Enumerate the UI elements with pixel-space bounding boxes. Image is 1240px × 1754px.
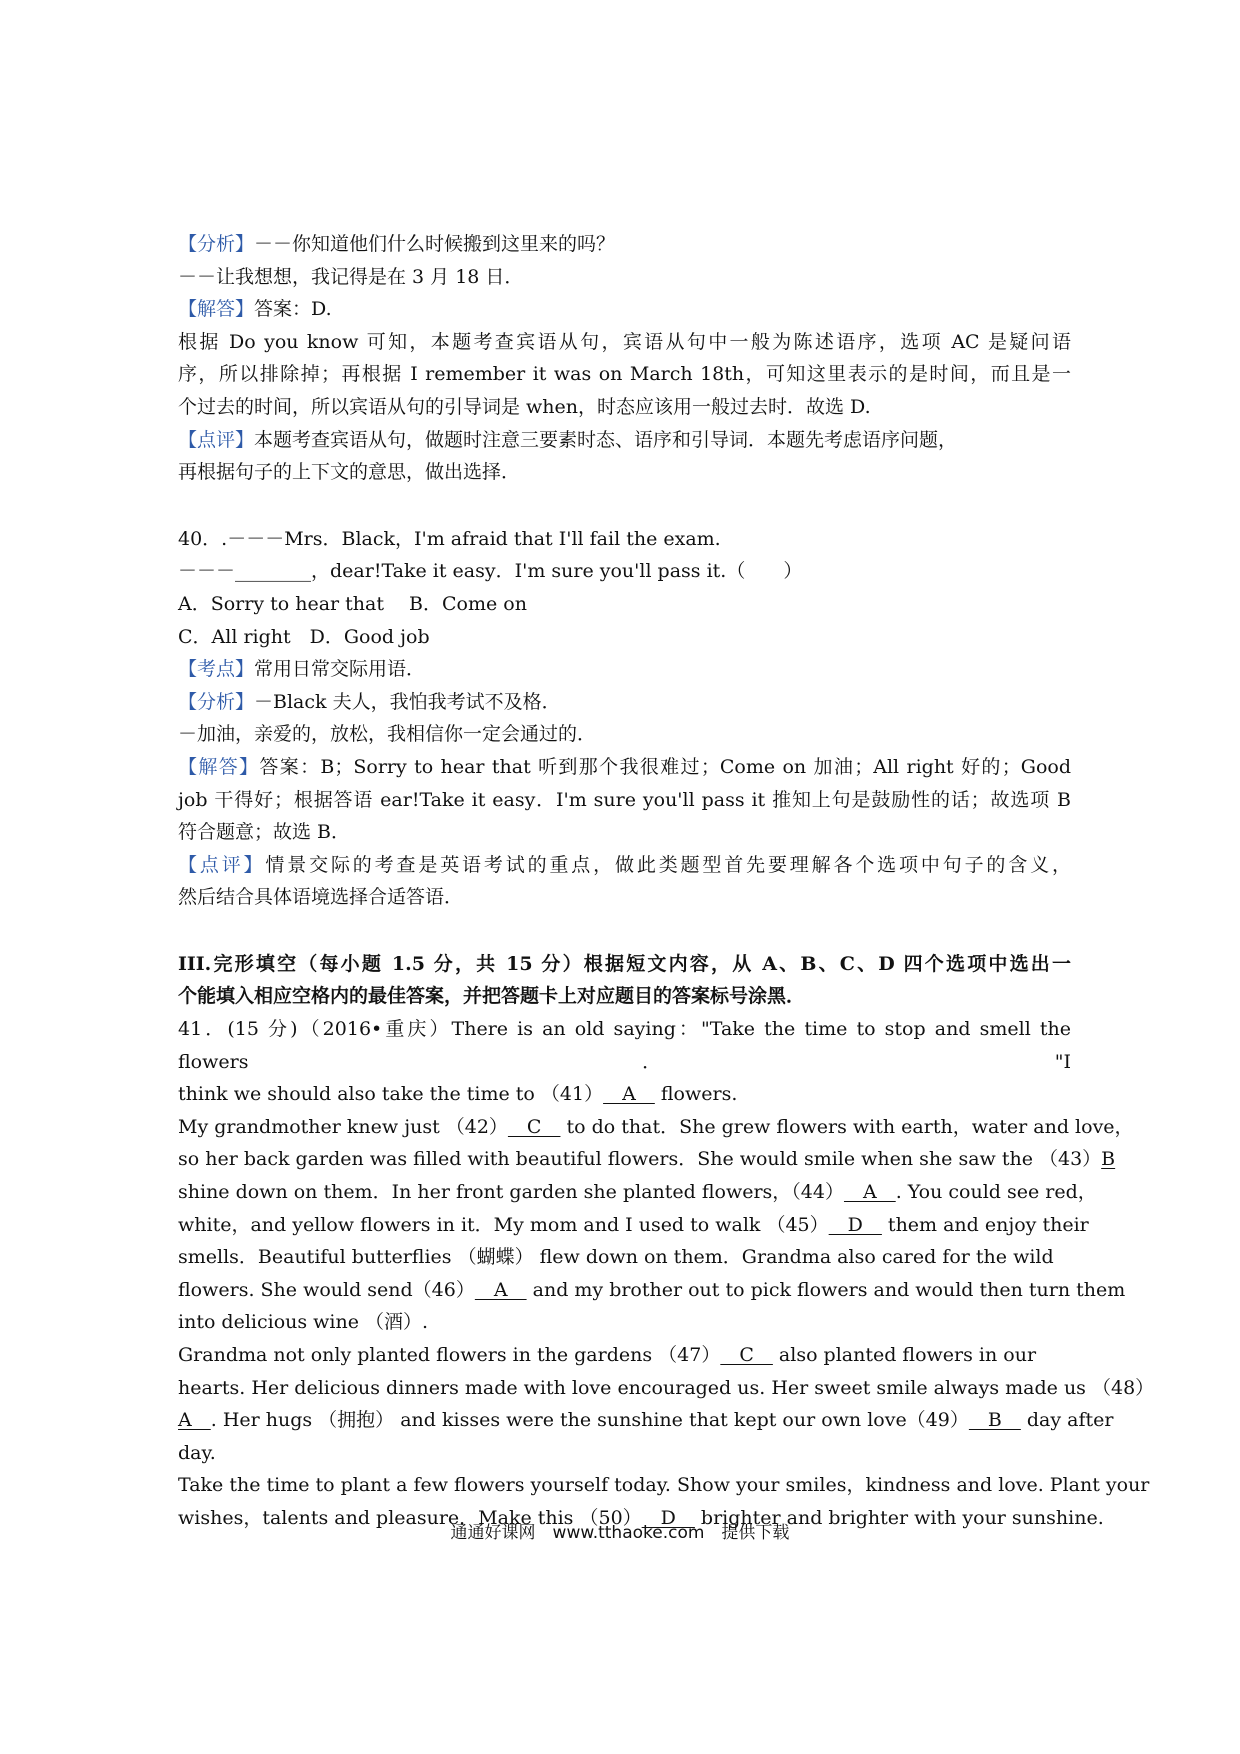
q39-reason-line-2: 序，所以排除掉；再根据 I remember it was on March 18th，可知这里表示的是时间，而且是一: [178, 363, 1071, 386]
q40-topic-text: 常用日常交际用语．: [254, 658, 426, 681]
cloze-line-11: hearts. Her delicious dinners made with love encouraged us. Her sweet smile always made us （48）: [178, 1376, 1155, 1399]
cloze-text: think we should also take the time to （41）: [178, 1083, 604, 1106]
q40-answer-text-1: 答案：B；Sorry to hear that 听到那个我很难过；Come on 加油；All right 好的；Good: [259, 755, 1071, 778]
answer-blank-41: A: [603, 1083, 655, 1106]
q39-analysis-text-1: －－你知道他们什么时候搬到这里来的吗？: [254, 233, 616, 255]
cloze-line-2: [178, 1078, 1071, 1111]
section3-heading-line-2: 个能填入相应空格内的最佳答案，并把答题卡上对应题目的答案标号涂黑．: [178, 985, 806, 1008]
q40-blank: ________: [235, 560, 312, 583]
q40-answer-line-1: [178, 751, 1071, 784]
q40-answer-line-3: 符合题意；故选 B．: [178, 821, 351, 844]
cloze-text: Grandma not only planted flowers in the gardens （47）: [178, 1344, 721, 1366]
q39-reason-line-1: 根据 Do you know 可知，本题考查宾语从句，宾语从句中一般为陈述语序，选项 AC 是疑问语: [178, 330, 1071, 353]
cloze-text: flowers. She would send（46）: [178, 1278, 475, 1301]
cloze-line-5: [178, 1176, 1097, 1209]
answer-blank-49: B: [968, 1409, 1021, 1432]
cloze-line-14: Take the time to plant a few flowers yourself today. Show your smiles，kindness and love. Plant your: [178, 1474, 1150, 1497]
comment-tag: 【点评】: [178, 853, 266, 876]
answer-blank-46: A: [474, 1278, 527, 1301]
cloze-line-9: into delicious wine （酒）.: [178, 1311, 429, 1334]
q40-options-line-1: A．Sorry to hear that B．Come on: [178, 592, 527, 615]
cloze-text: to do that．She grew flowers with earth，water and love，: [560, 1115, 1134, 1138]
cloze-line-8: [178, 1274, 1126, 1307]
answer-blank-47: C: [720, 1344, 773, 1366]
q40-comment-line-2: 然后结合具体语境选择合适答语．: [178, 886, 464, 909]
cloze-text: day after: [1020, 1409, 1114, 1432]
q40-analysis-line-2: －加油，亲爱的，放松，我相信你一定会通过的．: [178, 723, 597, 746]
comment-tag: 【点评】: [178, 428, 255, 451]
q39-analysis-line-2: －－让我想想，我记得是在 3 月 18 日．: [178, 265, 524, 288]
cloze-line-4: [178, 1143, 1116, 1176]
cloze-text: wishes，talents and pleasure．Make this （50）: [178, 1506, 642, 1529]
q40-stem-line-2: [178, 555, 1071, 588]
q40-stem-line-1: 40．.－－－Mrs．Black，I'm afraid that I'll fail the exam.: [178, 527, 721, 550]
q40-stem-suffix: ，dear!Take it easy．I'm sure you'll pass it.（ ）: [311, 560, 803, 583]
cloze-text: and my brother out to pick flowers and would then turn them: [526, 1278, 1126, 1301]
q40-analysis-text-1: －Black 夫人，我怕我考试不及格．: [254, 690, 561, 713]
cloze-text: flowers.: [654, 1083, 738, 1106]
cloze-text: white，and yellow flowers in it．My mom and I used to walk （45）: [178, 1213, 829, 1236]
q40-topic-line: [178, 653, 1071, 686]
analysis-tag: 【分析】: [178, 233, 255, 255]
q39-reason-line-3: 个过去的时间，所以宾语从句的引导词是 when，时态应该用一般过去时．故选 D.: [178, 395, 871, 418]
cloze-line-1: 41．(15 分)（2016•重庆）There is an old saying："Take the time to stop and smell the flowers．"I: [178, 1018, 1071, 1073]
page-footer: 通通好课网 www.tthaoke.com 提供下载: [450, 1523, 790, 1543]
cloze-line-7: smells．Beautiful butterflies （蝴蝶） flew down on them．Grandma also cared for the wild: [178, 1246, 1054, 1269]
cloze-text: . You could see red，: [895, 1181, 1097, 1204]
q40-analysis-line-1: [178, 686, 1071, 719]
q40-stem-prefix: －－－: [178, 560, 236, 583]
cloze-text: shine down on them．In her front garden she planted flowers，（44）: [178, 1181, 844, 1204]
document-page: [178, 228, 1155, 1535]
q40-comment-line-1: [178, 849, 1071, 882]
answer-tag: 【解答】: [178, 755, 260, 778]
q39-answer-text: 答案：D.: [254, 298, 332, 321]
cloze-line-6: [178, 1209, 1089, 1242]
q39-comment-text-1: 本题考查宾语从句，做题时注意三要素时态、语序和引导词．本题先考虑语序问题，: [254, 428, 958, 451]
cloze-line-3: [178, 1111, 1134, 1144]
answer-blank-45: D: [828, 1213, 882, 1236]
cloze-line-12: [178, 1404, 1114, 1437]
cloze-text: also planted flowers in our: [772, 1344, 1037, 1366]
section3-heading-line-1: III.完形填空（每小题 1.5 分，共 15 分）根据短文内容，从 A、B、C、D 四个选项中选出一: [178, 952, 1071, 975]
q40-options-line-2: C．All right D．Good job: [178, 625, 430, 648]
answer-blank-42: C: [507, 1115, 561, 1138]
q39-answer-line: [178, 293, 1071, 326]
answer-blank-43: B: [1101, 1148, 1116, 1171]
q39-analysis-line-1: [178, 228, 1071, 261]
answer-tag: 【解答】: [178, 298, 255, 321]
analysis-tag: 【分析】: [178, 690, 255, 713]
q39-comment-line-2: 再根据句子的上下文的意思，做出选择．: [178, 461, 521, 484]
cloze-line-13: day.: [178, 1441, 216, 1464]
cloze-text: them and enjoy their: [881, 1213, 1089, 1236]
answer-blank-48: A: [178, 1409, 211, 1432]
cloze-text: My grandmother knew just （42）: [178, 1115, 508, 1138]
q40-answer-line-2: job 干得好；根据答语 ear!Take it easy．I'm sure you'll pass it 推知上句是鼓励性的话；故选项 B: [178, 788, 1071, 811]
cloze-text: . Her hugs （拥抱） and kisses were the sunshine that kept our own love（49）: [210, 1409, 969, 1432]
answer-blank-50: D: [641, 1506, 695, 1529]
topic-tag: 【考点】: [178, 658, 255, 681]
q39-comment-line-1: [178, 424, 1071, 457]
cloze-line-10: [178, 1339, 1071, 1372]
cloze-text: brighter and brighter with your sunshine.: [694, 1506, 1104, 1529]
q40-comment-text-1: 情景交际的考查是英语考试的重点，做此类题型首先要理解各个选项中句子的含义，: [265, 853, 1071, 876]
cloze-text: so her back garden was filled with beautiful flowers．She would smile when she saw the （43）: [178, 1148, 1102, 1171]
answer-blank-44: A: [843, 1181, 896, 1204]
